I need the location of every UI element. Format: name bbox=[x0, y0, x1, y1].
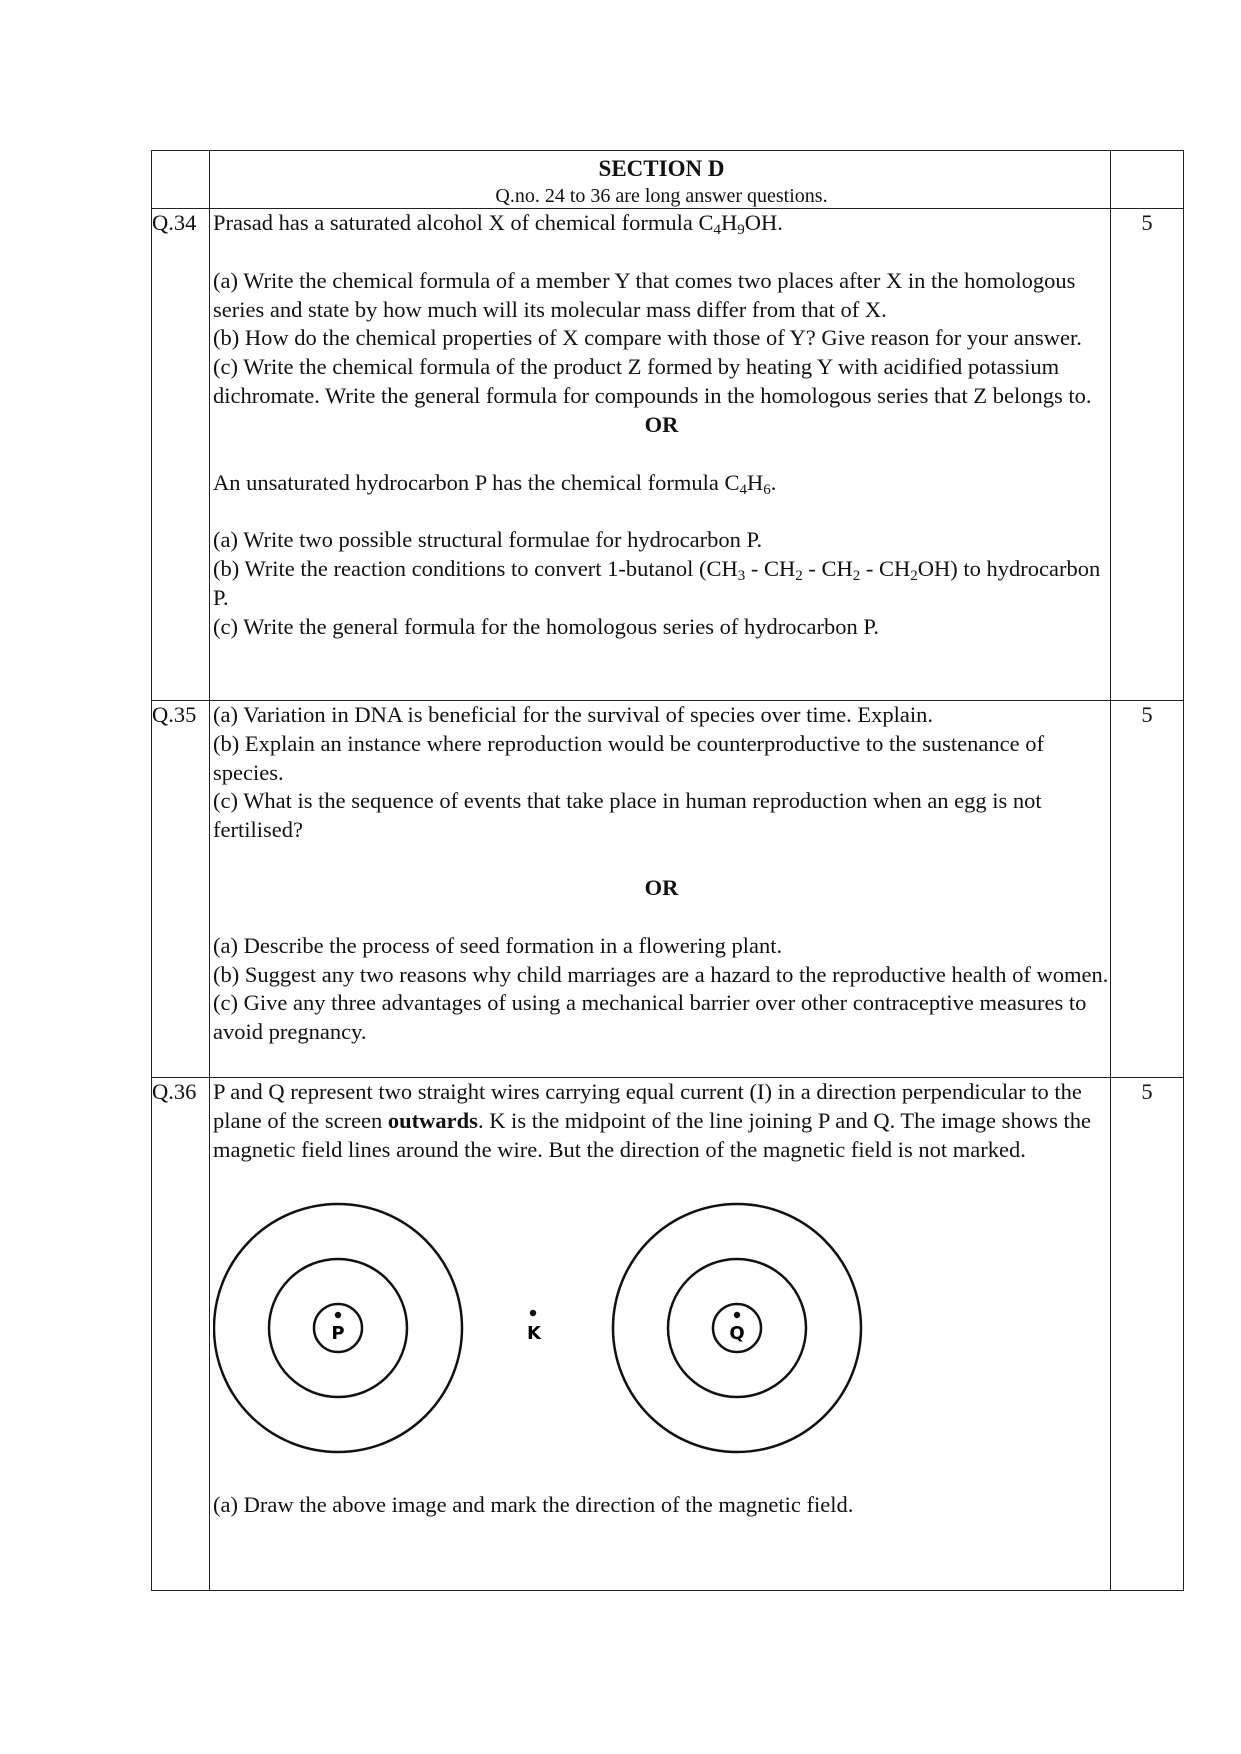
emphasis-outwards: outwards bbox=[387, 1107, 478, 1133]
marks-cell-empty bbox=[1111, 151, 1184, 209]
q36-part-a: (a) Draw the above image and mark the direction of the magnetic field. bbox=[213, 1492, 854, 1518]
q34-part-b: (b) How do the chemical properties of X compare with those of Y? Give reason for your answer. bbox=[213, 325, 1082, 351]
label-k: K bbox=[527, 1323, 541, 1345]
label-p: P bbox=[331, 1323, 345, 1345]
q34-part-c: (c) Write the chemical formula of the product Z formed by heating Y with acidified potassium dichromate. Write the general formula for compounds in the homologous series that Z belongs to. bbox=[213, 354, 1092, 408]
section-subtitle: Q.no. 24 to 36 are long answer questions. bbox=[495, 185, 828, 207]
q35-part-a: (a) Variation in DNA is beneficial for the survival of species over time. Explain. bbox=[213, 702, 933, 727]
q35-alt-part-a: (a) Describe the process of seed formation in a flowering plant. bbox=[213, 932, 783, 958]
question-body-34 bbox=[210, 209, 1111, 701]
q36-text: P and Q represent two straight wires carrying equal current (I) in a direction perpendicular to the plane of the screen outwards. K is the midpoint of the line joining P and Q. The image shows the magnetic field lines around the wire. But the direction of the magnetic field is not marked. bbox=[213, 1079, 1091, 1162]
question-number: Q.36 bbox=[152, 1078, 210, 1591]
magnetic-field-diagram bbox=[213, 1198, 893, 1458]
question-number: Q.35 bbox=[152, 701, 210, 1078]
q35-part-c: (c) What is the sequence of events that take place in human reproduction when an egg is not fertilised? bbox=[213, 788, 1042, 843]
q35-part-b: (b) Explain an instance where reproduction would be counterproductive to the sustenance of species. bbox=[213, 730, 1044, 785]
wire-q-dot bbox=[734, 1312, 740, 1318]
section-title: SECTION D bbox=[598, 156, 725, 181]
q35-alt-part-c: (c) Give any three advantages of using a mechanical barrier over other contraceptive measures to avoid pregnancy. bbox=[213, 990, 1087, 1045]
question-body-35 bbox=[210, 701, 1111, 1078]
or-separator: OR bbox=[644, 874, 679, 900]
question-number: Q.34 bbox=[152, 209, 210, 701]
question-row-34 bbox=[152, 209, 1184, 701]
question-body-36 bbox=[210, 1078, 1111, 1591]
section-header-row bbox=[152, 151, 1184, 209]
label-q: Q bbox=[729, 1323, 745, 1345]
question-table bbox=[151, 150, 1184, 1591]
q34-alt-intro: An unsaturated hydrocarbon P has the chemical formula $C_4H_6$. bbox=[213, 469, 777, 498]
q35-alt-part-b: (b) Suggest any two reasons why child marriages are a hazard to the reproductive health of women. bbox=[213, 961, 1109, 987]
qno-cell-empty bbox=[152, 151, 210, 209]
q34-alt-part-c: (c) Write the general formula for the homologous series of hydrocarbon P. bbox=[213, 613, 879, 639]
q34-part-a: (a) Write the chemical formula of a member Y that comes two places after X in the homologous series and state by how much will its molecular mass differ from that of X. bbox=[213, 267, 1076, 322]
or-separator: OR bbox=[644, 411, 679, 437]
midpoint-k-dot bbox=[530, 1310, 536, 1316]
q34-alt-part-a: (a) Write two possible structural formulae for hydrocarbon P. bbox=[213, 527, 763, 553]
wire-p-dot bbox=[335, 1312, 341, 1318]
marks: 5 bbox=[1111, 701, 1184, 1078]
q34-intro: Prasad has a saturated alcohol X of chemical formula $C_4H_9OH$. bbox=[213, 210, 783, 238]
question-row-36 bbox=[152, 1078, 1184, 1591]
marks: 5 bbox=[1111, 1078, 1184, 1591]
question-row-35 bbox=[152, 701, 1184, 1078]
q34-alt-part-b: (b) Write the reaction conditions to convert 1-butanol $(CH_3 - CH_2 - CH_2 - CH_2OH)$ to hydrocarbon P. bbox=[213, 556, 1101, 610]
marks: 5 bbox=[1111, 209, 1184, 701]
section-header bbox=[210, 151, 1111, 209]
